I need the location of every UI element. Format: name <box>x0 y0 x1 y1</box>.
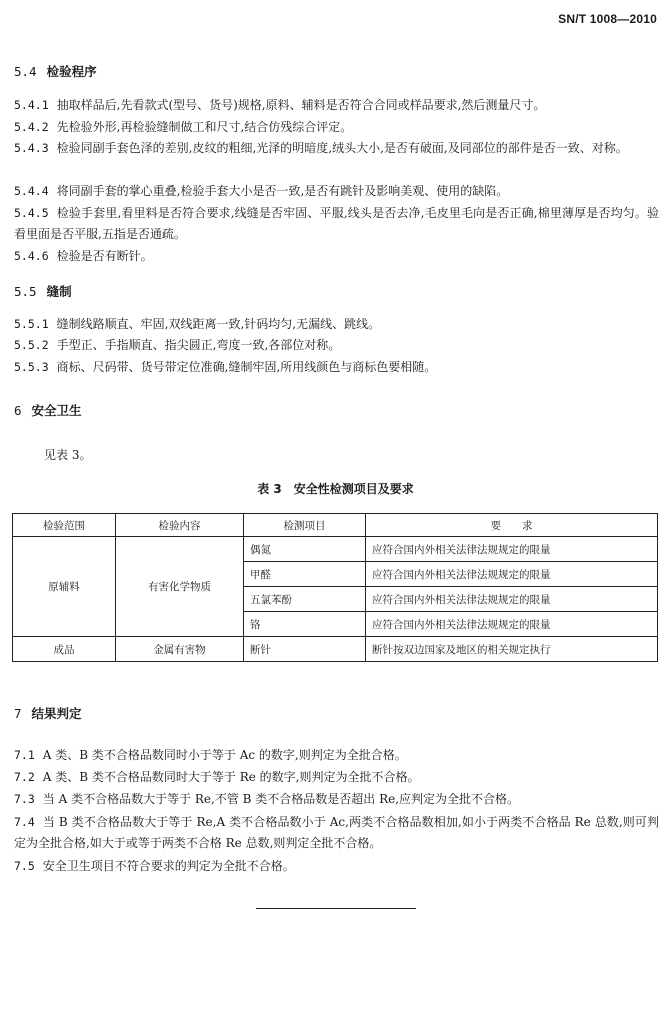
item-cell: 断针 <box>244 637 366 662</box>
clause-number: 5.4.6 <box>14 249 49 263</box>
clause-number: 7.4 <box>14 815 35 829</box>
column-header: 检验内容 <box>116 514 244 537</box>
clause-text: 安全卫生项目不符合要求的判定为全批不合格。 <box>42 859 295 873</box>
clause-number: 5.4.2 <box>14 120 49 134</box>
clause-text: 将同副手套的掌心重叠,检验手套大小是否一致,是否有跳针及影响美观、使用的缺陷。 <box>56 184 509 198</box>
clause-5-4-3 <box>14 138 659 159</box>
section-heading-7 <box>14 704 82 724</box>
table-row <box>13 637 658 662</box>
end-rule <box>256 908 416 909</box>
clause-text: 缝制线路顺直、牢固,双线距离一致,针码均匀,无漏线、跳线。 <box>56 317 381 331</box>
clause-5-4-6 <box>14 246 659 267</box>
clause-7-5 <box>14 856 659 877</box>
clause-text: 先检验外形,再检验缝制做工和尺寸,结合仿残综合评定。 <box>56 120 353 134</box>
section-title: 缝制 <box>46 284 72 299</box>
clause-5-4-2 <box>14 117 659 138</box>
section-title: 检验程序 <box>46 64 97 79</box>
table-header-row <box>13 514 658 537</box>
requirement-cell: 应符合国内外相关法律法规规定的限量 <box>366 562 658 587</box>
clause-number: 5.4.5 <box>14 206 49 220</box>
clause-number: 5.5.1 <box>14 317 49 331</box>
requirement-cell: 断针按双边国家及地区的相关规定执行 <box>366 637 658 662</box>
clause-number: 5.4.4 <box>14 184 49 198</box>
clause-text: 抽取样品后,先看款式(型号、货号)规格,原料、辅料是否符合合同或样品要求,然后测量尺寸。 <box>56 98 546 112</box>
clause-text: 检验是否有断针。 <box>56 249 153 263</box>
column-header: 要 求 <box>366 514 658 537</box>
item-cell: 铬 <box>244 612 366 637</box>
clause-number: 5.4.1 <box>14 98 49 112</box>
section-6-intro: 见表 3。 <box>44 448 92 462</box>
clause-number: 7.3 <box>14 792 35 806</box>
clause-5-4-4 <box>14 181 659 202</box>
section-heading-5-4 <box>14 62 97 82</box>
clause-text: 检验同副手套色泽的差别,皮纹的粗细,光泽的明暗度,绒头大小,是否有破面,及同部位的部件是否一致、对称。 <box>56 141 628 155</box>
item-cell: 甲醛 <box>244 562 366 587</box>
section-number: 5.5 <box>14 284 37 299</box>
scope-cell: 成品 <box>13 637 116 662</box>
item-cell: 五氯苯酚 <box>244 587 366 612</box>
safety-requirements-table <box>12 513 658 662</box>
scope-cell: 原辅料 <box>13 537 116 637</box>
clause-number: 5.4.3 <box>14 141 49 155</box>
clause-5-4-1 <box>14 95 659 116</box>
clause-number: 5.5.3 <box>14 360 49 374</box>
clause-5-5-3 <box>14 357 659 378</box>
clause-text: 手型正、手指顺直、指尖圆正,弯度一致,各部位对称。 <box>56 338 341 352</box>
section-number: 7 <box>14 706 22 721</box>
section-number: 5.4 <box>14 64 37 79</box>
requirement-cell: 应符合国内外相关法律法规规定的限量 <box>366 612 658 637</box>
clause-text: 当 A 类不合格品数大于等于 Re,不管 B 类不合格品数是否超出 Re,应判定为全批不合格。 <box>42 792 520 806</box>
table-row <box>13 537 658 562</box>
column-header: 检测项目 <box>244 514 366 537</box>
clause-text: 检验手套里,看里料是否符合要求,线缝是否牢固、平服,线头是否去净,毛皮里毛向是否正确,棉里薄厚是否均匀。验看里面是否平服,五指是否通疏。 <box>14 206 659 241</box>
clause-5-4-5 <box>14 203 659 245</box>
clause-text: 当 B 类不合格品数大于等于 Re,A 类不合格品数小于 Ac,两类不合格品数相加,如小于两类不合格品 Re 总数,则可判定为全批合格,如大于或等于两类不合格 Re 总数,则判定全批不合格。 <box>14 815 659 850</box>
clause-7-4 <box>14 812 659 854</box>
section-heading-6 <box>14 401 82 421</box>
item-cell: 偶氮 <box>244 537 366 562</box>
clause-number: 7.5 <box>14 859 35 873</box>
clause-number: 7.2 <box>14 770 35 784</box>
section-number: 6 <box>14 403 22 418</box>
clause-number: 5.5.2 <box>14 338 49 352</box>
content-cell: 金属有害物 <box>116 637 244 662</box>
requirement-cell: 应符合国内外相关法律法规规定的限量 <box>366 537 658 562</box>
clause-5-5-1 <box>14 314 659 335</box>
column-header: 检验范围 <box>13 514 116 537</box>
section-title: 结果判定 <box>31 706 82 721</box>
section-title: 安全卫生 <box>31 403 82 418</box>
requirement-cell: 应符合国内外相关法律法规规定的限量 <box>366 587 658 612</box>
clause-5-5-2 <box>14 335 659 356</box>
clause-text: A 类、B 类不合格品数同时大于等于 Re 的数字,则判定为全批不合格。 <box>42 770 420 784</box>
clause-7-2 <box>14 767 659 788</box>
clause-text: A 类、B 类不合格品数同时小于等于 Ac 的数字,则判定为全批合格。 <box>42 748 407 762</box>
standard-code: SN/T 1008—2010 <box>558 12 657 26</box>
table-title: 表 3 安全性检测项目及要求 <box>257 482 414 496</box>
clause-text: 商标、尺码带、货号带定位准确,缝制牢固,所用线颜色与商标色要相随。 <box>56 360 437 374</box>
content-cell: 有害化学物质 <box>116 537 244 637</box>
clause-7-3 <box>14 789 659 810</box>
clause-number: 7.1 <box>14 748 35 762</box>
section-heading-5-5 <box>14 282 72 302</box>
clause-7-1 <box>14 745 659 766</box>
